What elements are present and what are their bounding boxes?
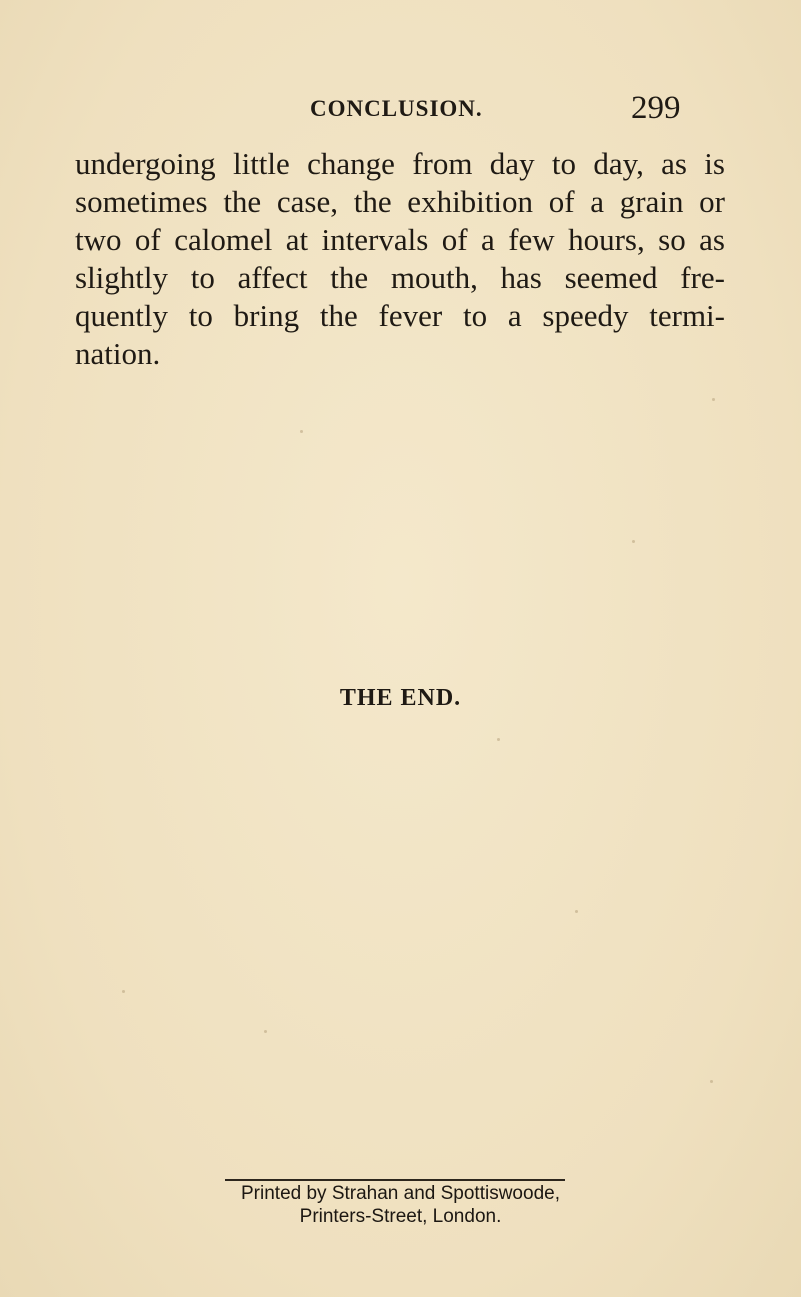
paper-speck [497, 738, 500, 741]
page-number: 299 [631, 90, 681, 126]
the-end-heading: THE END. [339, 685, 462, 711]
running-title: CONCLUSION. [310, 96, 483, 121]
text-line: two of calomel at intervals of a few hours, so as [75, 222, 725, 257]
paper-speck [575, 910, 578, 913]
printer-imprint [0, 1182, 801, 1228]
paper-speck [710, 1080, 713, 1083]
text-line: slightly to affect the mouth, has seemed fre- [75, 260, 725, 295]
imprint-line: Printers-Street, London. [299, 1206, 502, 1227]
text-line: quently to bring the fever to a speedy termi- [75, 298, 725, 333]
text-line: sometimes the case, the exhibition of a grain or [75, 184, 725, 219]
paper-speck [122, 990, 125, 993]
text-line: undergoing little change from day to day, as is [75, 146, 725, 181]
paper-speck [264, 1030, 267, 1033]
imprint-rule [225, 1179, 565, 1181]
paper-speck [712, 398, 715, 401]
paper-speck [300, 430, 303, 433]
paper-speck [632, 540, 635, 543]
running-head [0, 92, 801, 132]
body-paragraph [75, 145, 725, 373]
imprint-line: Printed by Strahan and Spottiswoode, [241, 1183, 560, 1204]
text-line: nation. [75, 336, 161, 371]
